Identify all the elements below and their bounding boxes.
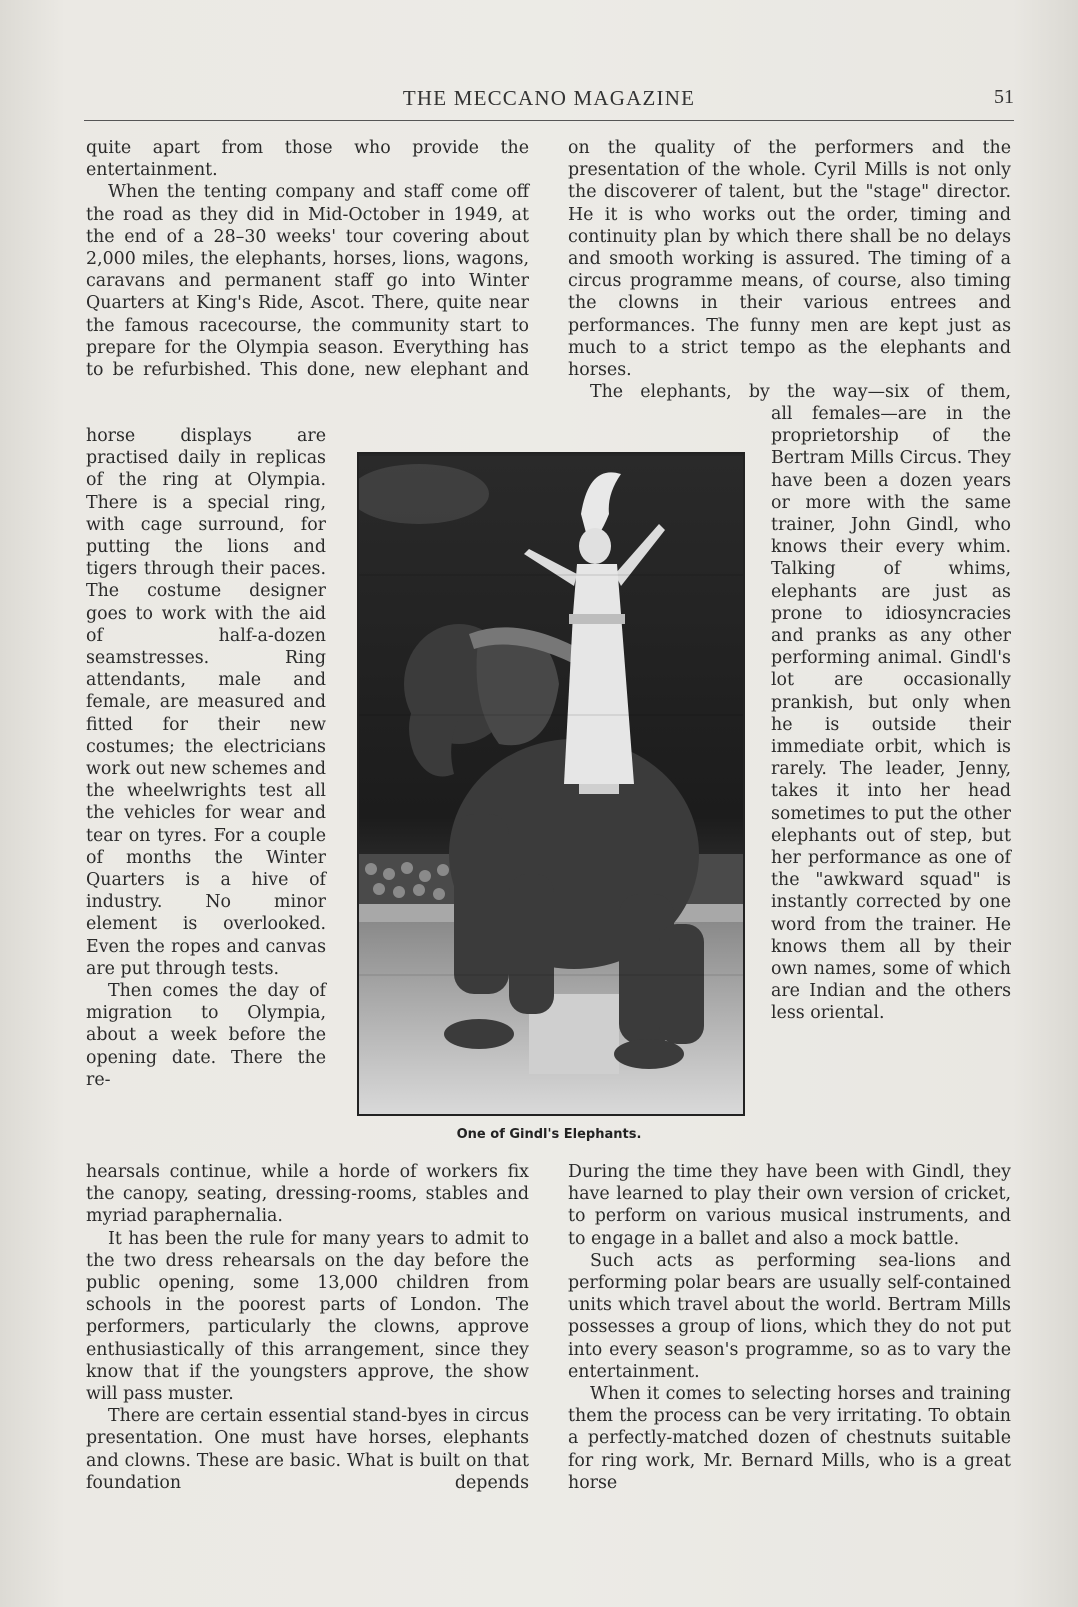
paragraph: hearsals continue, while a horde of workers fix the canopy, seating, dressing-rooms, stables and myriad paraphernalia. <box>86 1162 529 1227</box>
paragraph: It has been the rule for many years to admit to the two dress rehearsals on the day before the public opening, some 13,000 children from schools in the poorest parts of London. The performers, particularly the clowns, approve enthusiastically of this arrangement, since they know that if the youngsters approve, the show will pass muster. <box>86 1228 529 1405</box>
paragraph: During the time they have been with Gindl, they have learned to play their own version of cricket, to perform on various musical instruments, and to engage in a ballet and also a mock battle. <box>568 1162 1011 1249</box>
magazine-title: THE MECCANO MAGAZINE <box>402 86 696 110</box>
right-column-top <box>568 137 1011 403</box>
paragraph: When it comes to selecting horses and training them the process can be very irritating. To obtain a perfectly-matched dozen of chestnuts suitable for ring work, Mr. Bernard Mills, who is a great horse <box>568 1384 1011 1493</box>
right-column-bottom <box>568 1161 1011 1494</box>
paragraph: When the tenting company and staff come off the road as they did in Mid-October in 1949, at the end of a 28–30 weeks' tour covering about 2,000 miles, the elephants, horses, lions, wagons, caravans and permanent staff go into Winter Quarters at King's Ride, Ascot. There, quite near the famous racecourse, the community start to prepare for the Olympia season. Everything has to be refurbished. This done, new elephant and <box>86 182 529 381</box>
page-header <box>84 84 1014 121</box>
left-column-narrow <box>86 425 326 1091</box>
paragraph: There are certain essential stand-byes in circus presentation. One must have horses, elephants and clowns. These are basic. What is built on that foundation depends <box>86 1406 529 1493</box>
page-number: 51 <box>994 86 1014 108</box>
elephant-photo-illustration <box>359 454 743 1114</box>
paragraph: quite apart from those who provide the entertainment. <box>86 138 529 181</box>
right-column-narrow <box>771 403 1011 1025</box>
paragraph: horse displays are practised daily in replicas of the ring at Olympia. There is a special ring, with cage surround, for putting the lions and tigers through their paces. The costume designer goes to work with the aid of half-a-dozen seamstresses. Ring attendants, male and female, are measured and fitted for their new costumes; the electricians work out new schemes and the wheelwrights test all the vehicles for wear and tear on tyres. For a couple of months the Winter Quarters is a hive of industry. No minor element is overlooked. Even the ropes and canvas are put through tests. <box>86 426 326 979</box>
left-column-top <box>86 137 529 381</box>
paragraph: all females—are in the proprietorship of the Bertram Mills Circus. They have been a dozen years or more with the same trainer, John Gindl, who knows their every whim. Talking of whims, elephants are just as prone to idiosyncracies and pranks as any other performing animal. Gindl's lot are occasionally prankish, but only when he is outside their immediate orbit, which is rarely. The leader, Jenny, takes it into her head sometimes to put the other elephants out of step, but her performance as one of the "awkward squad" is instantly corrected by one word from the trainer. He knows them all by their own names, some of which are Indian and the others less oriental. <box>771 404 1011 1024</box>
photo-caption: One of Gindl's Elephants. <box>456 1127 642 1142</box>
paragraph: on the quality of the performers and the presentation of the whole. Cyril Mills is not only the discoverer of talent, but the "stage" director. He it is who works out the order, timing and continuity plan by which there shall be no delays and smooth working is assured. The timing of a circus programme means, of course, also timing the clowns in their various entrees and performances. The funny men are kept just as much to a strict tempo as the elephants and horses. <box>568 138 1011 381</box>
elephant-photograph <box>357 452 745 1116</box>
paragraph: Then comes the day of migration to Olympia, about a week before the opening date. There the re- <box>86 981 326 1090</box>
paragraph: The elephants, by the way—six of them, <box>590 382 1011 403</box>
left-column-bottom <box>86 1161 529 1494</box>
paragraph: Such acts as performing sea-lions and performing polar bears are usually self-contained units which travel about the world. Bertram Mills possesses a group of lions, which they do not put into every season's programme, so as to vary the entertainment. <box>568 1250 1011 1382</box>
